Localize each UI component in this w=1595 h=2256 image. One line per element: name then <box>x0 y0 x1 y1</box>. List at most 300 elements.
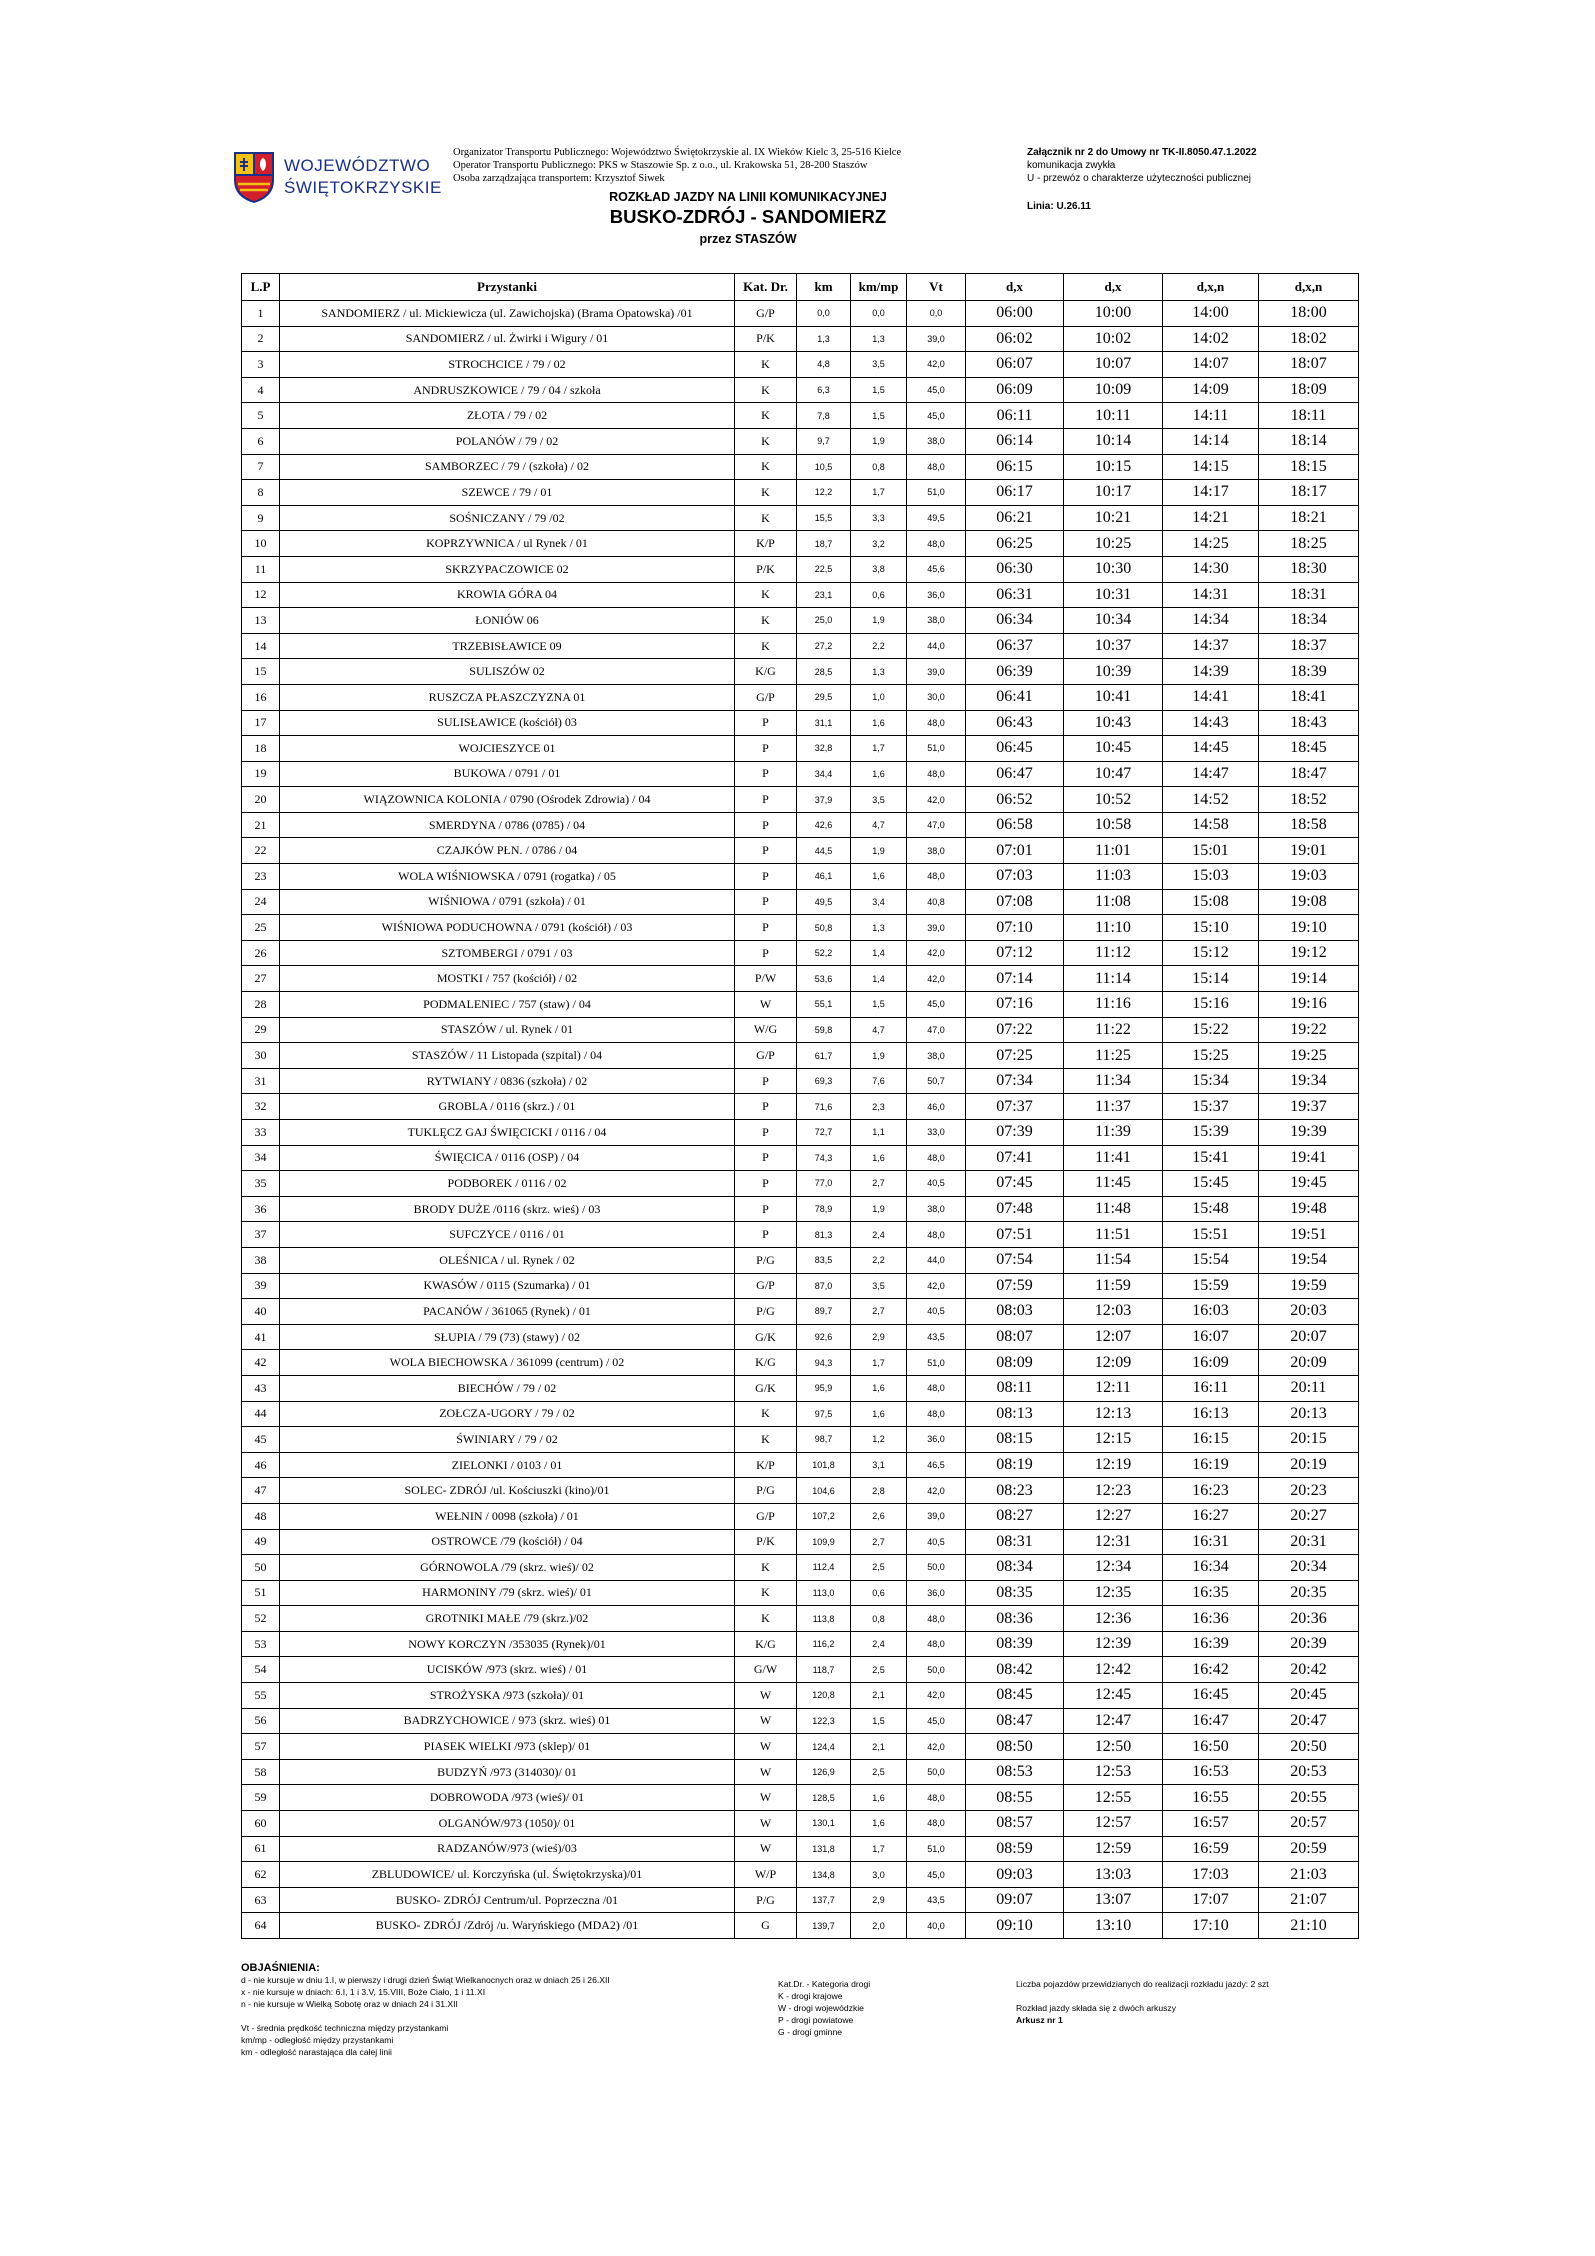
cell-road-category: P <box>735 1222 797 1248</box>
cell-km-mp: 2,8 <box>851 1478 907 1504</box>
cell-lp: 5 <box>242 403 280 429</box>
cell-lp: 21 <box>242 812 280 838</box>
cell-departure: 16:53 <box>1163 1759 1259 1785</box>
cell-departure: 12:31 <box>1064 1529 1163 1555</box>
table-row <box>242 684 1359 710</box>
cell-road-category: P <box>735 940 797 966</box>
cell-stop-name: ZŁOTA / 79 / 02 <box>280 403 735 429</box>
cell-km-mp: 1,9 <box>851 1196 907 1222</box>
cell-stop-name: MOSTKI / 757 (kościół) / 02 <box>280 966 735 992</box>
table-row <box>242 1657 1359 1683</box>
cell-road-category: P <box>735 1145 797 1171</box>
cell-departure: 14:45 <box>1163 736 1259 762</box>
cell-lp: 29 <box>242 1017 280 1043</box>
cell-km: 44,5 <box>797 838 851 864</box>
cell-departure: 14:07 <box>1163 352 1259 378</box>
cell-departure: 20:42 <box>1259 1657 1359 1683</box>
cell-vt: 46,0 <box>907 1094 966 1120</box>
cell-departure: 18:17 <box>1259 480 1359 506</box>
table-header-row <box>242 274 1359 301</box>
table-row <box>242 812 1359 838</box>
cell-departure: 13:07 <box>1064 1887 1163 1913</box>
cell-departure: 08:23 <box>966 1478 1064 1504</box>
cell-departure: 12:53 <box>1064 1759 1163 1785</box>
cell-departure: 18:14 <box>1259 428 1359 454</box>
cell-road-category: K <box>735 480 797 506</box>
cell-km-mp: 0,6 <box>851 582 907 608</box>
cell-vt: 36,0 <box>907 582 966 608</box>
cell-departure: 18:41 <box>1259 684 1359 710</box>
header-course-3: d,x,n <box>1163 274 1259 301</box>
cell-stop-name: SOŚNICZANY / 79 /02 <box>280 505 735 531</box>
cell-departure: 10:30 <box>1064 556 1163 582</box>
cell-departure: 06:45 <box>966 736 1064 762</box>
cell-road-category: P <box>735 1196 797 1222</box>
cell-departure: 15:25 <box>1163 1043 1259 1069</box>
cell-departure: 10:34 <box>1064 608 1163 634</box>
cell-vt: 42,0 <box>907 940 966 966</box>
cell-stop-name: KROWIA GÓRA 04 <box>280 582 735 608</box>
cell-km-mp: 1,7 <box>851 1836 907 1862</box>
cell-vt: 50,0 <box>907 1759 966 1785</box>
cell-road-category: P/W <box>735 966 797 992</box>
cell-road-category: K/P <box>735 1452 797 1478</box>
cell-departure: 19:45 <box>1259 1171 1359 1197</box>
cell-vt: 44,0 <box>907 633 966 659</box>
cell-lp: 56 <box>242 1708 280 1734</box>
cell-departure: 08:19 <box>966 1452 1064 1478</box>
cell-km: 12,2 <box>797 480 851 506</box>
cell-vt: 48,0 <box>907 1811 966 1837</box>
cell-km: 59,8 <box>797 1017 851 1043</box>
table-row <box>242 608 1359 634</box>
cell-departure: 15:01 <box>1163 838 1259 864</box>
explanations <box>241 1962 610 2058</box>
table-row <box>242 1324 1359 1350</box>
cell-departure: 06:09 <box>966 377 1064 403</box>
cell-departure: 20:11 <box>1259 1375 1359 1401</box>
table-row <box>242 301 1359 327</box>
cell-lp: 22 <box>242 838 280 864</box>
cell-departure: 08:35 <box>966 1580 1064 1606</box>
cell-stop-name: PODBOREK / 0116 / 02 <box>280 1171 735 1197</box>
table-row <box>242 992 1359 1018</box>
cell-lp: 38 <box>242 1247 280 1273</box>
explanation-km: km - odległość narastająca dla całej linii <box>241 2047 392 2057</box>
cell-lp: 35 <box>242 1171 280 1197</box>
cell-km: 128,5 <box>797 1785 851 1811</box>
cell-departure: 11:39 <box>1064 1120 1163 1146</box>
cell-departure: 15:41 <box>1163 1145 1259 1171</box>
cell-vt: 48,0 <box>907 1631 966 1657</box>
cell-departure: 16:19 <box>1163 1452 1259 1478</box>
cell-departure: 16:36 <box>1163 1606 1259 1632</box>
table-row <box>242 1503 1359 1529</box>
table-row <box>242 1299 1359 1325</box>
cell-departure: 18:11 <box>1259 403 1359 429</box>
cell-km-mp: 1,9 <box>851 608 907 634</box>
cell-vt: 51,0 <box>907 1350 966 1376</box>
cell-road-category: K/G <box>735 659 797 685</box>
cell-km-mp: 2,6 <box>851 1503 907 1529</box>
table-row <box>242 1427 1359 1453</box>
cell-km-mp: 4,7 <box>851 1017 907 1043</box>
cell-km-mp: 0,6 <box>851 1580 907 1606</box>
cell-departure: 20:27 <box>1259 1503 1359 1529</box>
cell-departure: 07:16 <box>966 992 1064 1018</box>
cell-departure: 11:08 <box>1064 889 1163 915</box>
cell-road-category: K/P <box>735 531 797 557</box>
cell-departure: 15:12 <box>1163 940 1259 966</box>
cell-km-mp: 1,3 <box>851 659 907 685</box>
cell-departure: 06:47 <box>966 761 1064 787</box>
cell-stop-name: SUFCZYCE / 0116 / 01 <box>280 1222 735 1248</box>
cell-departure: 18:39 <box>1259 659 1359 685</box>
cell-lp: 20 <box>242 787 280 813</box>
table-row <box>242 1529 1359 1555</box>
cell-departure: 18:45 <box>1259 736 1359 762</box>
cell-road-category: W <box>735 992 797 1018</box>
cell-lp: 3 <box>242 352 280 378</box>
cell-departure: 07:39 <box>966 1120 1064 1146</box>
cell-km: 6,3 <box>797 377 851 403</box>
cell-stop-name: RUSZCZA PŁASZCZYZNA 01 <box>280 684 735 710</box>
cell-lp: 50 <box>242 1555 280 1581</box>
cell-departure: 12:39 <box>1064 1631 1163 1657</box>
cell-stop-name: BUSKO- ZDRÓJ /Zdrój /u. Waryńskiego (MDA2) /01 <box>280 1913 735 1939</box>
table-row <box>242 1478 1359 1504</box>
cell-km: 139,7 <box>797 1913 851 1939</box>
cell-km: 23,1 <box>797 582 851 608</box>
table-row <box>242 428 1359 454</box>
sheets-note: Rozkład jazdy składa się z dwóch arkuszy <box>1016 2003 1177 2013</box>
cell-departure: 18:02 <box>1259 326 1359 352</box>
explanation-vt: Vt - średnia prędkość techniczna między przystankami <box>241 2023 449 2033</box>
cell-departure: 10:15 <box>1064 454 1163 480</box>
cell-departure: 16:09 <box>1163 1350 1259 1376</box>
cell-road-category: K <box>735 608 797 634</box>
cell-departure: 18:34 <box>1259 608 1359 634</box>
cell-departure: 07:59 <box>966 1273 1064 1299</box>
cell-lp: 62 <box>242 1862 280 1888</box>
cell-km: 83,5 <box>797 1247 851 1273</box>
cell-km-mp: 1,1 <box>851 1120 907 1146</box>
timetable-title: ROZKŁAD JAZDY NA LINII KOMUNIKACYJNEJ <box>609 190 887 204</box>
cell-road-category: G/P <box>735 684 797 710</box>
cell-km-mp: 2,9 <box>851 1887 907 1913</box>
cell-departure: 11:48 <box>1064 1196 1163 1222</box>
cell-vt: 46,5 <box>907 1452 966 1478</box>
cell-km: 81,3 <box>797 1222 851 1248</box>
cell-vt: 44,0 <box>907 1247 966 1273</box>
header-road-category: Kat. Dr. <box>735 274 797 301</box>
cell-km: 137,7 <box>797 1887 851 1913</box>
cell-stop-name: STASZÓW / 11 Listopada (szpital) / 04 <box>280 1043 735 1069</box>
table-row <box>242 1247 1359 1273</box>
cell-vt: 0,0 <box>907 301 966 327</box>
cell-stop-name: TRZEBISŁAWICE 09 <box>280 633 735 659</box>
cell-lp: 57 <box>242 1734 280 1760</box>
cell-km: 71,6 <box>797 1094 851 1120</box>
cell-departure: 21:07 <box>1259 1887 1359 1913</box>
cell-km: 25,0 <box>797 608 851 634</box>
cell-departure: 19:10 <box>1259 915 1359 941</box>
cell-departure: 20:47 <box>1259 1708 1359 1734</box>
cell-vt: 42,0 <box>907 787 966 813</box>
cell-departure: 10:41 <box>1064 684 1163 710</box>
table-row <box>242 761 1359 787</box>
cell-departure: 15:08 <box>1163 889 1259 915</box>
table-row <box>242 787 1359 813</box>
cell-departure: 19:59 <box>1259 1273 1359 1299</box>
cell-lp: 23 <box>242 864 280 890</box>
cell-lp: 52 <box>242 1606 280 1632</box>
cell-km: 28,5 <box>797 659 851 685</box>
cell-km-mp: 2,5 <box>851 1555 907 1581</box>
cell-departure: 09:10 <box>966 1913 1064 1939</box>
cell-stop-name: ŚWIĘCICA / 0116 (OSP) / 04 <box>280 1145 735 1171</box>
cell-km-mp: 2,7 <box>851 1299 907 1325</box>
cell-road-category: P <box>735 1171 797 1197</box>
cell-stop-name: STASZÓW / ul. Rynek / 01 <box>280 1017 735 1043</box>
cell-km-mp: 1,6 <box>851 864 907 890</box>
cell-stop-name: BUDZYŃ /973 (314030)/ 01 <box>280 1759 735 1785</box>
cell-road-category: P <box>735 1068 797 1094</box>
cell-departure: 10:39 <box>1064 659 1163 685</box>
cell-road-category: K <box>735 428 797 454</box>
cell-departure: 11:59 <box>1064 1273 1163 1299</box>
table-row <box>242 1555 1359 1581</box>
cell-lp: 17 <box>242 710 280 736</box>
cell-stop-name: WIĄZOWNICA KOLONIA / 0790 (Ośrodek Zdrowia) / 04 <box>280 787 735 813</box>
cell-lp: 27 <box>242 966 280 992</box>
cell-stop-name: HARMONINY /79 (skrz. wieś)/ 01 <box>280 1580 735 1606</box>
table-row <box>242 582 1359 608</box>
cell-km: 95,9 <box>797 1375 851 1401</box>
cell-departure: 09:03 <box>966 1862 1064 1888</box>
cell-lp: 32 <box>242 1094 280 1120</box>
cell-departure: 07:03 <box>966 864 1064 890</box>
cell-stop-name: ZBLUDOWICE/ ul. Korczyńska (ul. Świętokrzyska)/01 <box>280 1862 735 1888</box>
table-row <box>242 1811 1359 1837</box>
explanations-heading: OBJAŚNIENIA: <box>241 1962 320 1974</box>
cell-vt: 43,5 <box>907 1324 966 1350</box>
cell-departure: 20:35 <box>1259 1580 1359 1606</box>
cell-departure: 14:00 <box>1163 301 1259 327</box>
cell-stop-name: RADZANÓW/973 (wieś)/03 <box>280 1836 735 1862</box>
cell-departure: 07:45 <box>966 1171 1064 1197</box>
cell-vt: 45,0 <box>907 1708 966 1734</box>
cell-road-category: W <box>735 1708 797 1734</box>
cell-road-category: P <box>735 736 797 762</box>
cell-road-category: P/K <box>735 1529 797 1555</box>
cell-departure: 20:23 <box>1259 1478 1359 1504</box>
table-row <box>242 915 1359 941</box>
cell-departure: 14:47 <box>1163 761 1259 787</box>
cell-departure: 14:17 <box>1163 480 1259 506</box>
cell-departure: 11:22 <box>1064 1017 1163 1043</box>
table-row <box>242 1913 1359 1939</box>
cell-road-category: G/P <box>735 1043 797 1069</box>
cell-departure: 10:52 <box>1064 787 1163 813</box>
cell-lp: 19 <box>242 761 280 787</box>
header-km-mp: km/mp <box>851 274 907 301</box>
cell-road-category: P/G <box>735 1299 797 1325</box>
cell-km-mp: 2,0 <box>851 1913 907 1939</box>
explanation-kmmp: km/mp - odległość między przystankami <box>241 2035 394 2045</box>
cell-lp: 47 <box>242 1478 280 1504</box>
sheet-number: Arkusz nr 1 <box>1016 2015 1063 2025</box>
cell-lp: 12 <box>242 582 280 608</box>
cell-road-category: P <box>735 915 797 941</box>
cell-lp: 4 <box>242 377 280 403</box>
cell-stop-name: NOWY KORCZYN /353035 (Rynek)/01 <box>280 1631 735 1657</box>
cell-departure: 14:02 <box>1163 326 1259 352</box>
header-course-2: d,x <box>1064 274 1163 301</box>
cell-km: 72,7 <box>797 1120 851 1146</box>
cell-departure: 14:30 <box>1163 556 1259 582</box>
cell-lp: 40 <box>242 1299 280 1325</box>
cell-departure: 14:52 <box>1163 787 1259 813</box>
cell-departure: 14:43 <box>1163 710 1259 736</box>
cell-road-category: K <box>735 352 797 378</box>
cell-vt: 39,0 <box>907 1503 966 1529</box>
table-row <box>242 1708 1359 1734</box>
cell-departure: 15:03 <box>1163 864 1259 890</box>
cell-lp: 34 <box>242 1145 280 1171</box>
explanation-n: n - nie kursuje w Wielką Sobotę oraz w dniach 24 i 31.XII <box>241 1999 458 2009</box>
cell-lp: 24 <box>242 889 280 915</box>
cell-km: 4,8 <box>797 352 851 378</box>
cell-km-mp: 3,0 <box>851 1862 907 1888</box>
cell-departure: 19:22 <box>1259 1017 1359 1043</box>
table-row <box>242 505 1359 531</box>
cell-departure: 14:41 <box>1163 684 1259 710</box>
cell-road-category: G/K <box>735 1375 797 1401</box>
cell-stop-name: WOLA WIŚNIOWSKA / 0791 (rogatka) / 05 <box>280 864 735 890</box>
cell-departure: 15:37 <box>1163 1094 1259 1120</box>
cell-departure: 11:37 <box>1064 1094 1163 1120</box>
cell-lp: 42 <box>242 1350 280 1376</box>
cell-departure: 10:17 <box>1064 480 1163 506</box>
cell-departure: 12:07 <box>1064 1324 1163 1350</box>
cell-vt: 42,0 <box>907 966 966 992</box>
cell-lp: 26 <box>242 940 280 966</box>
cell-departure: 11:10 <box>1064 915 1163 941</box>
cell-departure: 14:39 <box>1163 659 1259 685</box>
cell-road-category: W/P <box>735 1862 797 1888</box>
cell-vt: 43,5 <box>907 1887 966 1913</box>
cell-departure: 11:14 <box>1064 966 1163 992</box>
table-row <box>242 1017 1359 1043</box>
manager-line: Osoba zarządzająca transportem: Krzysztof Siwek <box>453 173 665 184</box>
cell-departure: 06:17 <box>966 480 1064 506</box>
cell-vt: 38,0 <box>907 1196 966 1222</box>
table-row <box>242 454 1359 480</box>
cell-departure: 06:52 <box>966 787 1064 813</box>
cell-departure: 08:31 <box>966 1529 1064 1555</box>
cell-departure: 18:25 <box>1259 531 1359 557</box>
cell-lp: 28 <box>242 992 280 1018</box>
cell-vt: 47,0 <box>907 812 966 838</box>
cell-departure: 16:13 <box>1163 1401 1259 1427</box>
cell-stop-name: BIECHÓW / 79 / 02 <box>280 1375 735 1401</box>
cell-km-mp: 2,2 <box>851 1247 907 1273</box>
cell-stop-name: CZAJKÓW PŁN. / 0786 / 04 <box>280 838 735 864</box>
cell-road-category: K <box>735 377 797 403</box>
cell-departure: 19:51 <box>1259 1222 1359 1248</box>
cell-km-mp: 2,5 <box>851 1657 907 1683</box>
service-type: komunikacja zwykła <box>1027 160 1116 171</box>
cell-km: 97,5 <box>797 1401 851 1427</box>
cell-departure: 19:54 <box>1259 1247 1359 1273</box>
table-row <box>242 1120 1359 1146</box>
cell-departure: 19:37 <box>1259 1094 1359 1120</box>
cell-departure: 20:57 <box>1259 1811 1359 1837</box>
cell-departure: 16:34 <box>1163 1555 1259 1581</box>
cell-vt: 45,6 <box>907 556 966 582</box>
cell-departure: 10:21 <box>1064 505 1163 531</box>
cell-departure: 21:10 <box>1259 1913 1359 1939</box>
cell-stop-name: GROTNIKI MAŁE /79 (skrz.)/02 <box>280 1606 735 1632</box>
cell-road-category: K <box>735 1580 797 1606</box>
cell-lp: 16 <box>242 684 280 710</box>
cell-departure: 06:37 <box>966 633 1064 659</box>
coat-of-arms-icon <box>232 150 276 204</box>
cell-lp: 18 <box>242 736 280 762</box>
cell-vt: 40,5 <box>907 1299 966 1325</box>
cell-lp: 6 <box>242 428 280 454</box>
cell-departure: 10:25 <box>1064 531 1163 557</box>
cell-stop-name: PIASEK WIELKI /973 (sklep)/ 01 <box>280 1734 735 1760</box>
cell-departure: 07:25 <box>966 1043 1064 1069</box>
cell-stop-name: BADRZYCHOWICE / 973 (skrz. wieś) 01 <box>280 1708 735 1734</box>
attachment-line: Załącznik nr 2 do Umowy nr TK-II.8050.47.1.2022 <box>1027 147 1257 158</box>
cell-stop-name: WIŚNIOWA / 0791 (szkoła) / 01 <box>280 889 735 915</box>
cell-km-mp: 1,6 <box>851 1811 907 1837</box>
category-g: G - drogi gminne <box>778 2027 843 2037</box>
cell-vt: 45,0 <box>907 403 966 429</box>
cell-departure: 20:39 <box>1259 1631 1359 1657</box>
cell-departure: 16:23 <box>1163 1478 1259 1504</box>
cell-km: 116,2 <box>797 1631 851 1657</box>
cell-lp: 7 <box>242 454 280 480</box>
cell-km-mp: 3,1 <box>851 1452 907 1478</box>
cell-vt: 50,7 <box>907 1068 966 1094</box>
table-row <box>242 966 1359 992</box>
cell-stop-name: SOLEC- ZDRÓJ /ul. Kościuszki (kino)/01 <box>280 1478 735 1504</box>
cell-departure: 16:31 <box>1163 1529 1259 1555</box>
cell-km: 37,9 <box>797 787 851 813</box>
cell-km-mp: 3,5 <box>851 1273 907 1299</box>
cell-lp: 14 <box>242 633 280 659</box>
table-row <box>242 531 1359 557</box>
cell-km: 32,8 <box>797 736 851 762</box>
cell-stop-name: UCISKÓW /973 (skrz. wieś) / 01 <box>280 1657 735 1683</box>
cell-departure: 07:22 <box>966 1017 1064 1043</box>
cell-stop-name: SULISŁAWICE (kościół) 03 <box>280 710 735 736</box>
cell-stop-name: PACANÓW / 361065 (Rynek) / 01 <box>280 1299 735 1325</box>
cell-departure: 18:30 <box>1259 556 1359 582</box>
cell-vt: 42,0 <box>907 352 966 378</box>
cell-stop-name: BRODY DUŻE /0116 (skrz. wieś) / 03 <box>280 1196 735 1222</box>
cell-departure: 11:34 <box>1064 1068 1163 1094</box>
cell-departure: 08:55 <box>966 1785 1064 1811</box>
cell-departure: 15:45 <box>1163 1171 1259 1197</box>
cell-road-category: K/G <box>735 1631 797 1657</box>
cell-lp: 36 <box>242 1196 280 1222</box>
cell-stop-name: SZEWCE / 79 / 01 <box>280 480 735 506</box>
